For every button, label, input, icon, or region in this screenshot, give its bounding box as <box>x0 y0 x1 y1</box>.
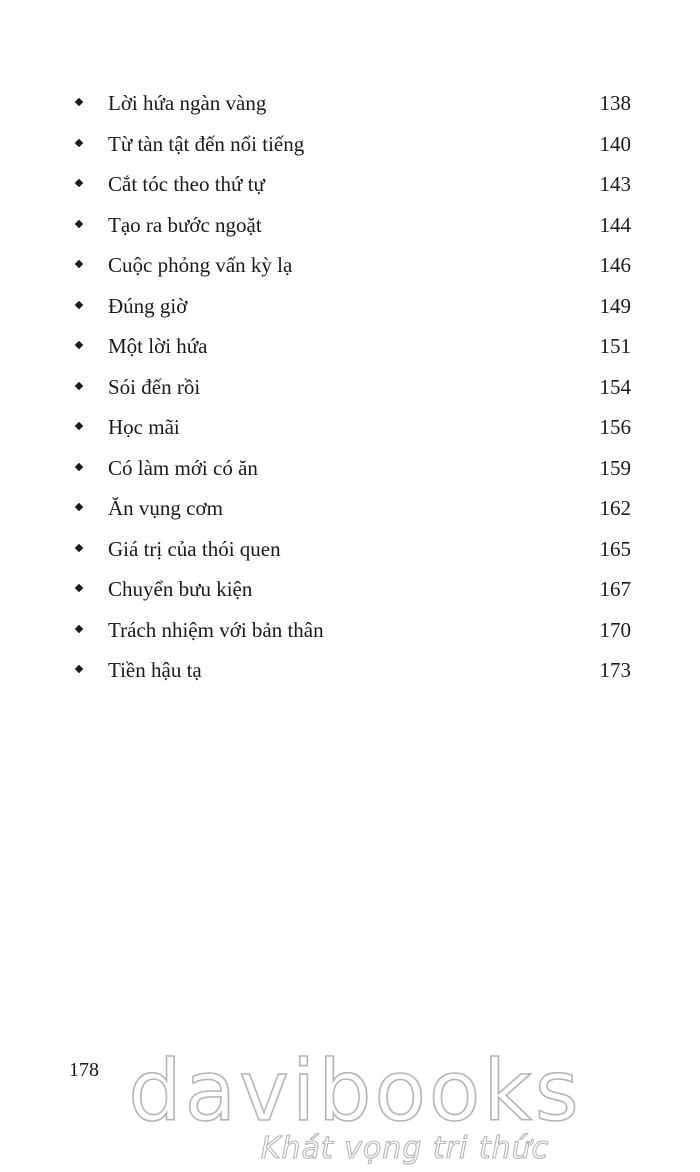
diamond-bullet-icon <box>75 624 83 632</box>
diamond-bullet-icon <box>75 138 83 146</box>
toc-entry-title: Ăn vụng cơm <box>108 496 223 520</box>
diamond-bullet-icon <box>75 300 83 308</box>
toc-entry-title: Từ tàn tật đến nổi tiếng <box>108 131 305 156</box>
toc-entry[interactable] <box>0 448 700 489</box>
toc-entry-title: Tạo ra bước ngoặt <box>108 212 262 237</box>
toc-entry[interactable] <box>0 164 700 205</box>
toc-entry[interactable] <box>0 83 700 124</box>
toc-entry-title: Chuyển bưu kiện <box>108 577 253 601</box>
toc-entry-title: Có làm mới có ăn <box>108 455 258 480</box>
toc-entry[interactable] <box>0 245 700 286</box>
toc-entry[interactable] <box>0 124 700 165</box>
toc-entry-page: 140 <box>599 131 631 156</box>
diamond-bullet-icon <box>75 219 83 227</box>
toc-entry[interactable] <box>0 650 700 691</box>
toc-entry[interactable] <box>0 205 700 246</box>
diamond-bullet-icon <box>75 543 83 551</box>
toc-entry-page: 144 <box>599 212 631 237</box>
toc-entry-page: 143 <box>599 172 631 196</box>
toc-entry-page: 162 <box>599 496 631 520</box>
toc-entry-title: Trách nhiệm với bản thân <box>108 617 324 642</box>
diamond-bullet-icon <box>75 260 83 268</box>
toc-entry-title: Cuộc phỏng vấn kỳ lạ <box>108 253 293 277</box>
diamond-bullet-icon <box>75 381 83 389</box>
table-of-contents <box>0 83 700 691</box>
diamond-bullet-icon <box>75 98 83 106</box>
toc-entry[interactable] <box>0 407 700 448</box>
diamond-bullet-icon <box>75 584 83 592</box>
toc-entry-title: Đúng giờ <box>108 293 188 318</box>
toc-entry[interactable] <box>0 326 700 367</box>
toc-entry-page: 151 <box>599 334 631 358</box>
toc-entry-title: Giá trị của thói quen <box>108 536 281 561</box>
toc-entry[interactable] <box>0 610 700 651</box>
toc-entry-page: 165 <box>599 536 631 561</box>
page-number: 178 <box>69 1059 99 1081</box>
toc-entry-page: 146 <box>599 253 631 277</box>
toc-entry-page: 167 <box>599 577 631 601</box>
toc-entry-title: Tiền hậu tạ <box>108 658 202 682</box>
toc-entry[interactable] <box>0 367 700 408</box>
toc-entry[interactable] <box>0 569 700 610</box>
toc-entry-title: Sói đến rồi <box>108 374 201 399</box>
toc-entry-page: 170 <box>599 617 631 642</box>
diamond-bullet-icon <box>75 665 83 673</box>
toc-entry-title: Lời hứa ngàn vàng <box>108 91 267 115</box>
toc-entry[interactable] <box>0 529 700 570</box>
diamond-bullet-icon <box>75 462 83 470</box>
toc-entry-title: Học mãi <box>108 415 180 439</box>
toc-entry-page: 159 <box>599 455 631 480</box>
diamond-bullet-icon <box>75 503 83 511</box>
diamond-bullet-icon <box>75 422 83 430</box>
toc-entry-title: Cắt tóc theo thứ tự <box>108 172 265 196</box>
diamond-bullet-icon <box>75 179 83 187</box>
toc-entry-page: 154 <box>599 374 631 399</box>
toc-entry-page: 149 <box>599 293 631 318</box>
toc-entry[interactable] <box>0 286 700 327</box>
watermark-brand: davibooks <box>128 1042 582 1140</box>
davibooks-watermark <box>0 1036 700 1172</box>
diamond-bullet-icon <box>75 341 83 349</box>
toc-entry-page: 156 <box>599 415 631 439</box>
toc-entry-title: Một lời hứa <box>108 334 208 358</box>
toc-entry[interactable] <box>0 488 700 529</box>
toc-entry-page: 173 <box>599 658 631 682</box>
toc-entry-page: 138 <box>599 91 631 115</box>
watermark-slogan: Khát vọng tri thức <box>260 1131 550 1166</box>
